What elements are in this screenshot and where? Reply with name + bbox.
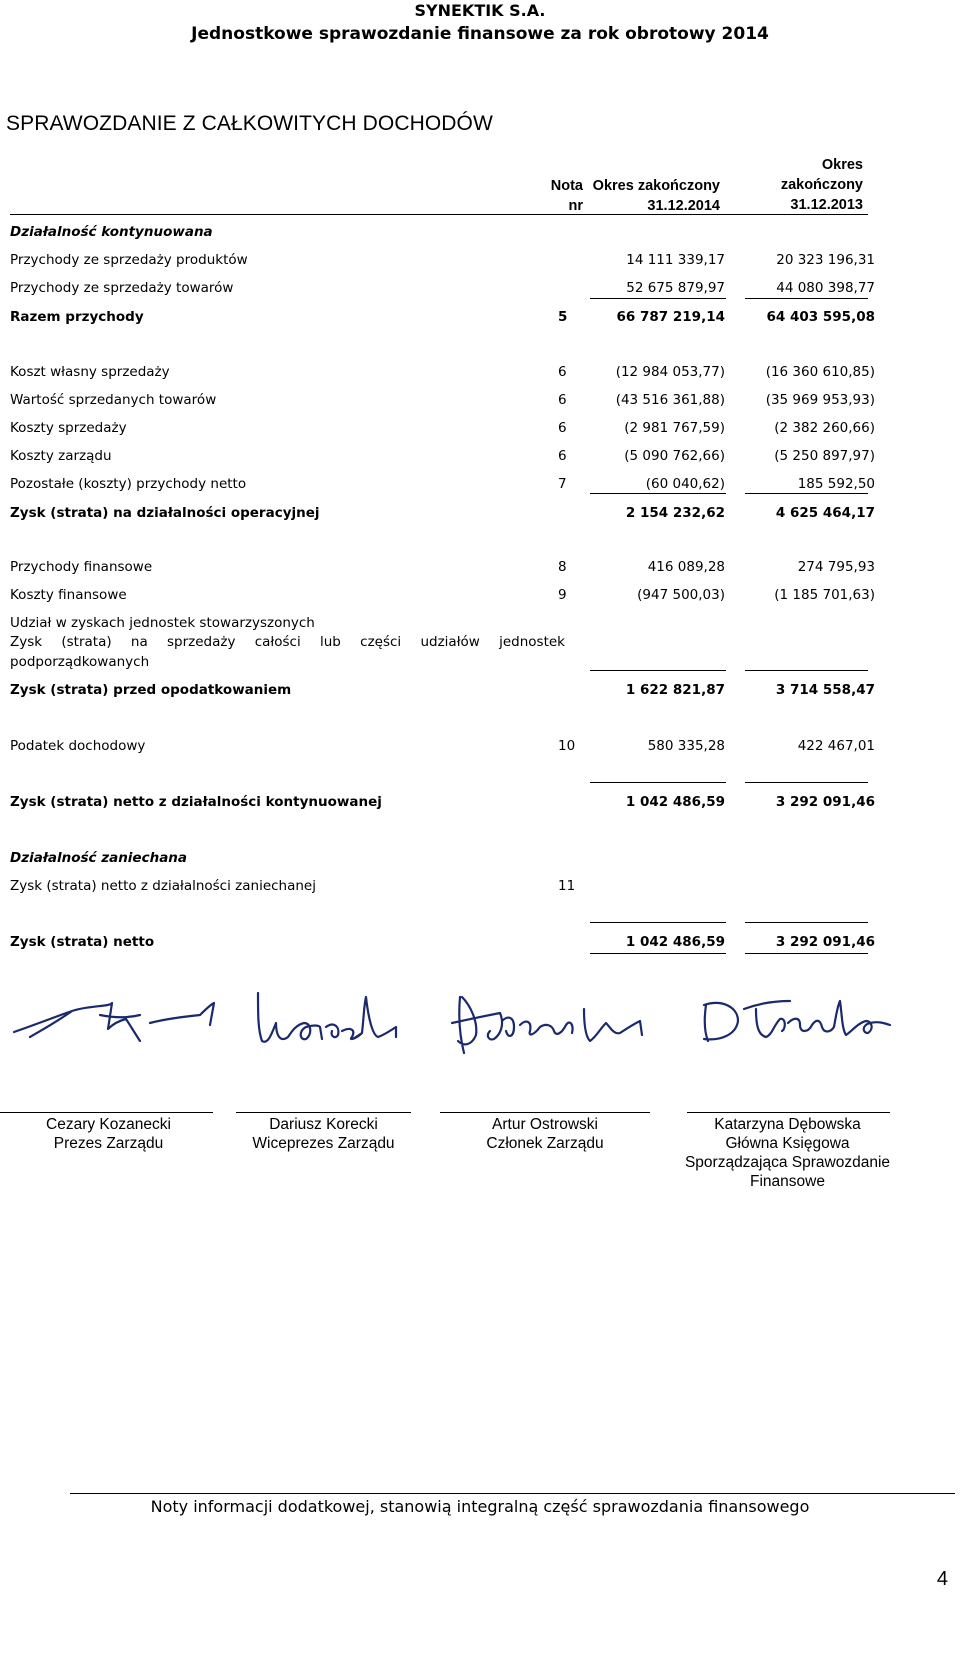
value-2014: 1 042 486,59	[625, 934, 725, 950]
signatory-role: Wiceprezes Zarządu	[252, 1135, 395, 1152]
total-rule	[745, 953, 868, 954]
table-row	[10, 792, 915, 812]
value-2014: (43 516 361,88)	[615, 392, 725, 408]
value-2013: (1 185 701,63)	[774, 587, 875, 603]
col-2013-header-line3: 31.12.2013	[790, 197, 863, 213]
subtotal-rule	[745, 670, 868, 671]
value-2014: 1 042 486,59	[625, 794, 725, 810]
signature-line	[0, 1112, 213, 1113]
value-2013: 3 292 091,46	[775, 794, 875, 810]
table-row	[10, 736, 915, 756]
col-2013-header-line2: zakończony	[780, 177, 863, 193]
subtotal-rule	[745, 782, 868, 783]
value-2013: 4 625 464,17	[775, 505, 875, 521]
signatory-name: Katarzyna Dębowska	[714, 1116, 861, 1133]
note-number: 7	[558, 476, 567, 492]
table-row	[10, 446, 915, 466]
row-label: Przychody finansowe	[10, 559, 153, 575]
signatures-image	[0, 975, 960, 1095]
note-number: 6	[558, 364, 567, 380]
section-label: Działalność kontynuowana	[10, 224, 213, 240]
subtotal-rule	[745, 922, 868, 923]
value-2013: 64 403 595,08	[766, 309, 875, 325]
value-2014: 14 111 339,17	[626, 252, 725, 268]
row-label: Zysk (strata) na działalności operacyjnej	[10, 505, 320, 521]
value-2014: (2 981 767,59)	[624, 420, 725, 436]
value-2014: 66 787 219,14	[616, 309, 725, 325]
signatory-role: Członek Zarządu	[486, 1135, 604, 1152]
note-number: 8	[558, 559, 567, 575]
value-2013: (2 382 260,66)	[774, 420, 875, 436]
subtotal-rule	[590, 493, 726, 494]
table-row	[10, 680, 915, 700]
value-2014: (5 090 762,66)	[624, 448, 725, 464]
subtotal-rule	[590, 922, 726, 923]
section-continuing	[10, 222, 915, 242]
value-2013: 422 467,01	[797, 738, 875, 754]
row-label: Pozostałe (koszty) przychody netto	[10, 476, 247, 492]
col-2014-header-line2: 31.12.2014	[647, 198, 720, 214]
note-number: 6	[558, 392, 567, 408]
value-2013: 20 323 196,31	[776, 252, 875, 268]
note-number: 6	[558, 448, 567, 464]
signature-line	[236, 1112, 411, 1113]
section-label: Działalność zaniechana	[10, 850, 188, 866]
value-2013: (35 969 953,93)	[765, 392, 875, 408]
signature-3	[452, 997, 642, 1053]
signature-1	[14, 1003, 214, 1041]
value-2014: (12 984 053,77)	[615, 364, 725, 380]
signatory-3	[440, 1115, 650, 1153]
subtotal-rule	[590, 782, 726, 783]
note-number: 9	[558, 587, 567, 603]
row-label: Przychody ze sprzedaży produktów	[10, 252, 248, 268]
company-name: SYNEKTIK S.A.	[414, 1, 546, 20]
col-2013-header	[720, 155, 863, 215]
signatory-4	[670, 1115, 905, 1191]
col-2014-header	[580, 176, 720, 216]
col-2014-header-line1: Okres zakończony	[592, 178, 720, 194]
section-discontinued	[10, 848, 915, 868]
table-row	[10, 503, 915, 523]
table-row	[10, 585, 915, 605]
value-2014: 2 154 232,62	[625, 505, 725, 521]
table-row	[10, 557, 915, 577]
row-label: Zysk (strata) netto	[10, 934, 155, 950]
table-row	[10, 876, 915, 896]
row-label: Koszt własny sprzedaży	[10, 364, 170, 380]
row-label: Koszty zarządu	[10, 448, 112, 464]
signature-2	[258, 993, 396, 1042]
subtotal-rule	[590, 670, 726, 671]
signatory-name: Artur Ostrowski	[492, 1116, 598, 1133]
subtotal-rule	[745, 493, 868, 494]
row-label: Zysk (strata) netto z działalności zaniechanej	[10, 878, 316, 894]
signature-line	[440, 1112, 650, 1113]
value-2013: 44 080 398,77	[776, 280, 875, 296]
table-row-multiline: Zysk (strata) na sprzedaży całości lub części udziałów jednostek podporządkowanych	[10, 634, 565, 670]
report-subtitle: Jednostkowe sprawozdanie finansowe za rok obrotowy 2014	[191, 24, 769, 44]
note-number: 11	[558, 878, 576, 894]
value-2014: 52 675 879,97	[626, 280, 725, 296]
row-label: Podatek dochodowy	[10, 738, 146, 754]
signatory-role: Główna Księgowa	[725, 1135, 850, 1152]
signatory-role-line2: Sporządzająca Sprawozdanie	[684, 1154, 891, 1171]
col-2013-header-line1: Okres	[821, 157, 863, 173]
value-2013: (16 360 610,85)	[765, 364, 875, 380]
signature-4	[704, 1001, 890, 1041]
value-2013: 3 292 091,46	[775, 934, 875, 950]
table-row	[10, 390, 915, 410]
table-row	[10, 278, 915, 298]
table-row	[10, 613, 915, 633]
total-rule	[590, 953, 726, 954]
value-2014: (947 500,03)	[637, 587, 725, 603]
value-2013: 185 592,50	[797, 476, 875, 492]
signatory-name: Dariusz Korecki	[269, 1116, 378, 1133]
value-2014: 1 622 821,87	[625, 682, 725, 698]
value-2014: (60 040,62)	[645, 476, 725, 492]
note-number: 6	[558, 420, 567, 436]
table-row	[10, 362, 915, 382]
signatory-role: Prezes Zarządu	[53, 1135, 164, 1152]
table-row	[10, 932, 915, 952]
table-row	[10, 307, 915, 327]
page-title: SPRAWOZDANIE Z CAŁKOWITYCH DOCHODÓW	[6, 112, 493, 135]
value-2013: (5 250 897,97)	[774, 448, 875, 464]
row-label: Przychody ze sprzedaży towarów	[10, 280, 234, 296]
row-label: Zysk (strata) przed opodatkowaniem	[10, 682, 292, 698]
page-number: 4	[936, 1568, 948, 1590]
row-label: Koszty sprzedaży	[10, 420, 127, 436]
row-label: Udział w zyskach jednostek stowarzyszonych	[10, 615, 315, 631]
signatory-role-line3: Finansowe	[750, 1173, 825, 1190]
signatory-2	[233, 1115, 414, 1153]
header-rule	[10, 214, 868, 215]
table-row	[10, 418, 915, 438]
note-number: 10	[558, 738, 576, 754]
value-2013: 274 795,93	[797, 559, 875, 575]
subtotal-rule	[745, 298, 868, 299]
nota-header	[540, 176, 583, 216]
value-2013: 3 714 558,47	[775, 682, 875, 698]
subtotal-rule	[590, 298, 726, 299]
row-label: Wartość sprzedanych towarów	[10, 392, 217, 408]
row-label: Koszty finansowe	[10, 587, 127, 603]
table-row	[10, 474, 915, 494]
row-label: Zysk (strata) netto z działalności kontynuowanej	[10, 794, 382, 810]
value-2014: 580 335,28	[647, 738, 725, 754]
nota-header-line2: nr	[568, 198, 583, 214]
signatory-1	[0, 1115, 217, 1153]
footer-note: Noty informacji dodatkowej, stanowią integralną część sprawozdania finansowego	[150, 1497, 810, 1516]
table-row	[10, 250, 915, 270]
footer-rule	[70, 1493, 955, 1494]
note-number: 5	[558, 309, 568, 325]
signatory-name: Cezary Kozanecki	[46, 1116, 171, 1133]
row-label: Razem przychody	[10, 309, 144, 325]
nota-header-line1: Nota	[550, 178, 583, 194]
signature-line	[687, 1112, 890, 1113]
value-2014: 416 089,28	[647, 559, 725, 575]
